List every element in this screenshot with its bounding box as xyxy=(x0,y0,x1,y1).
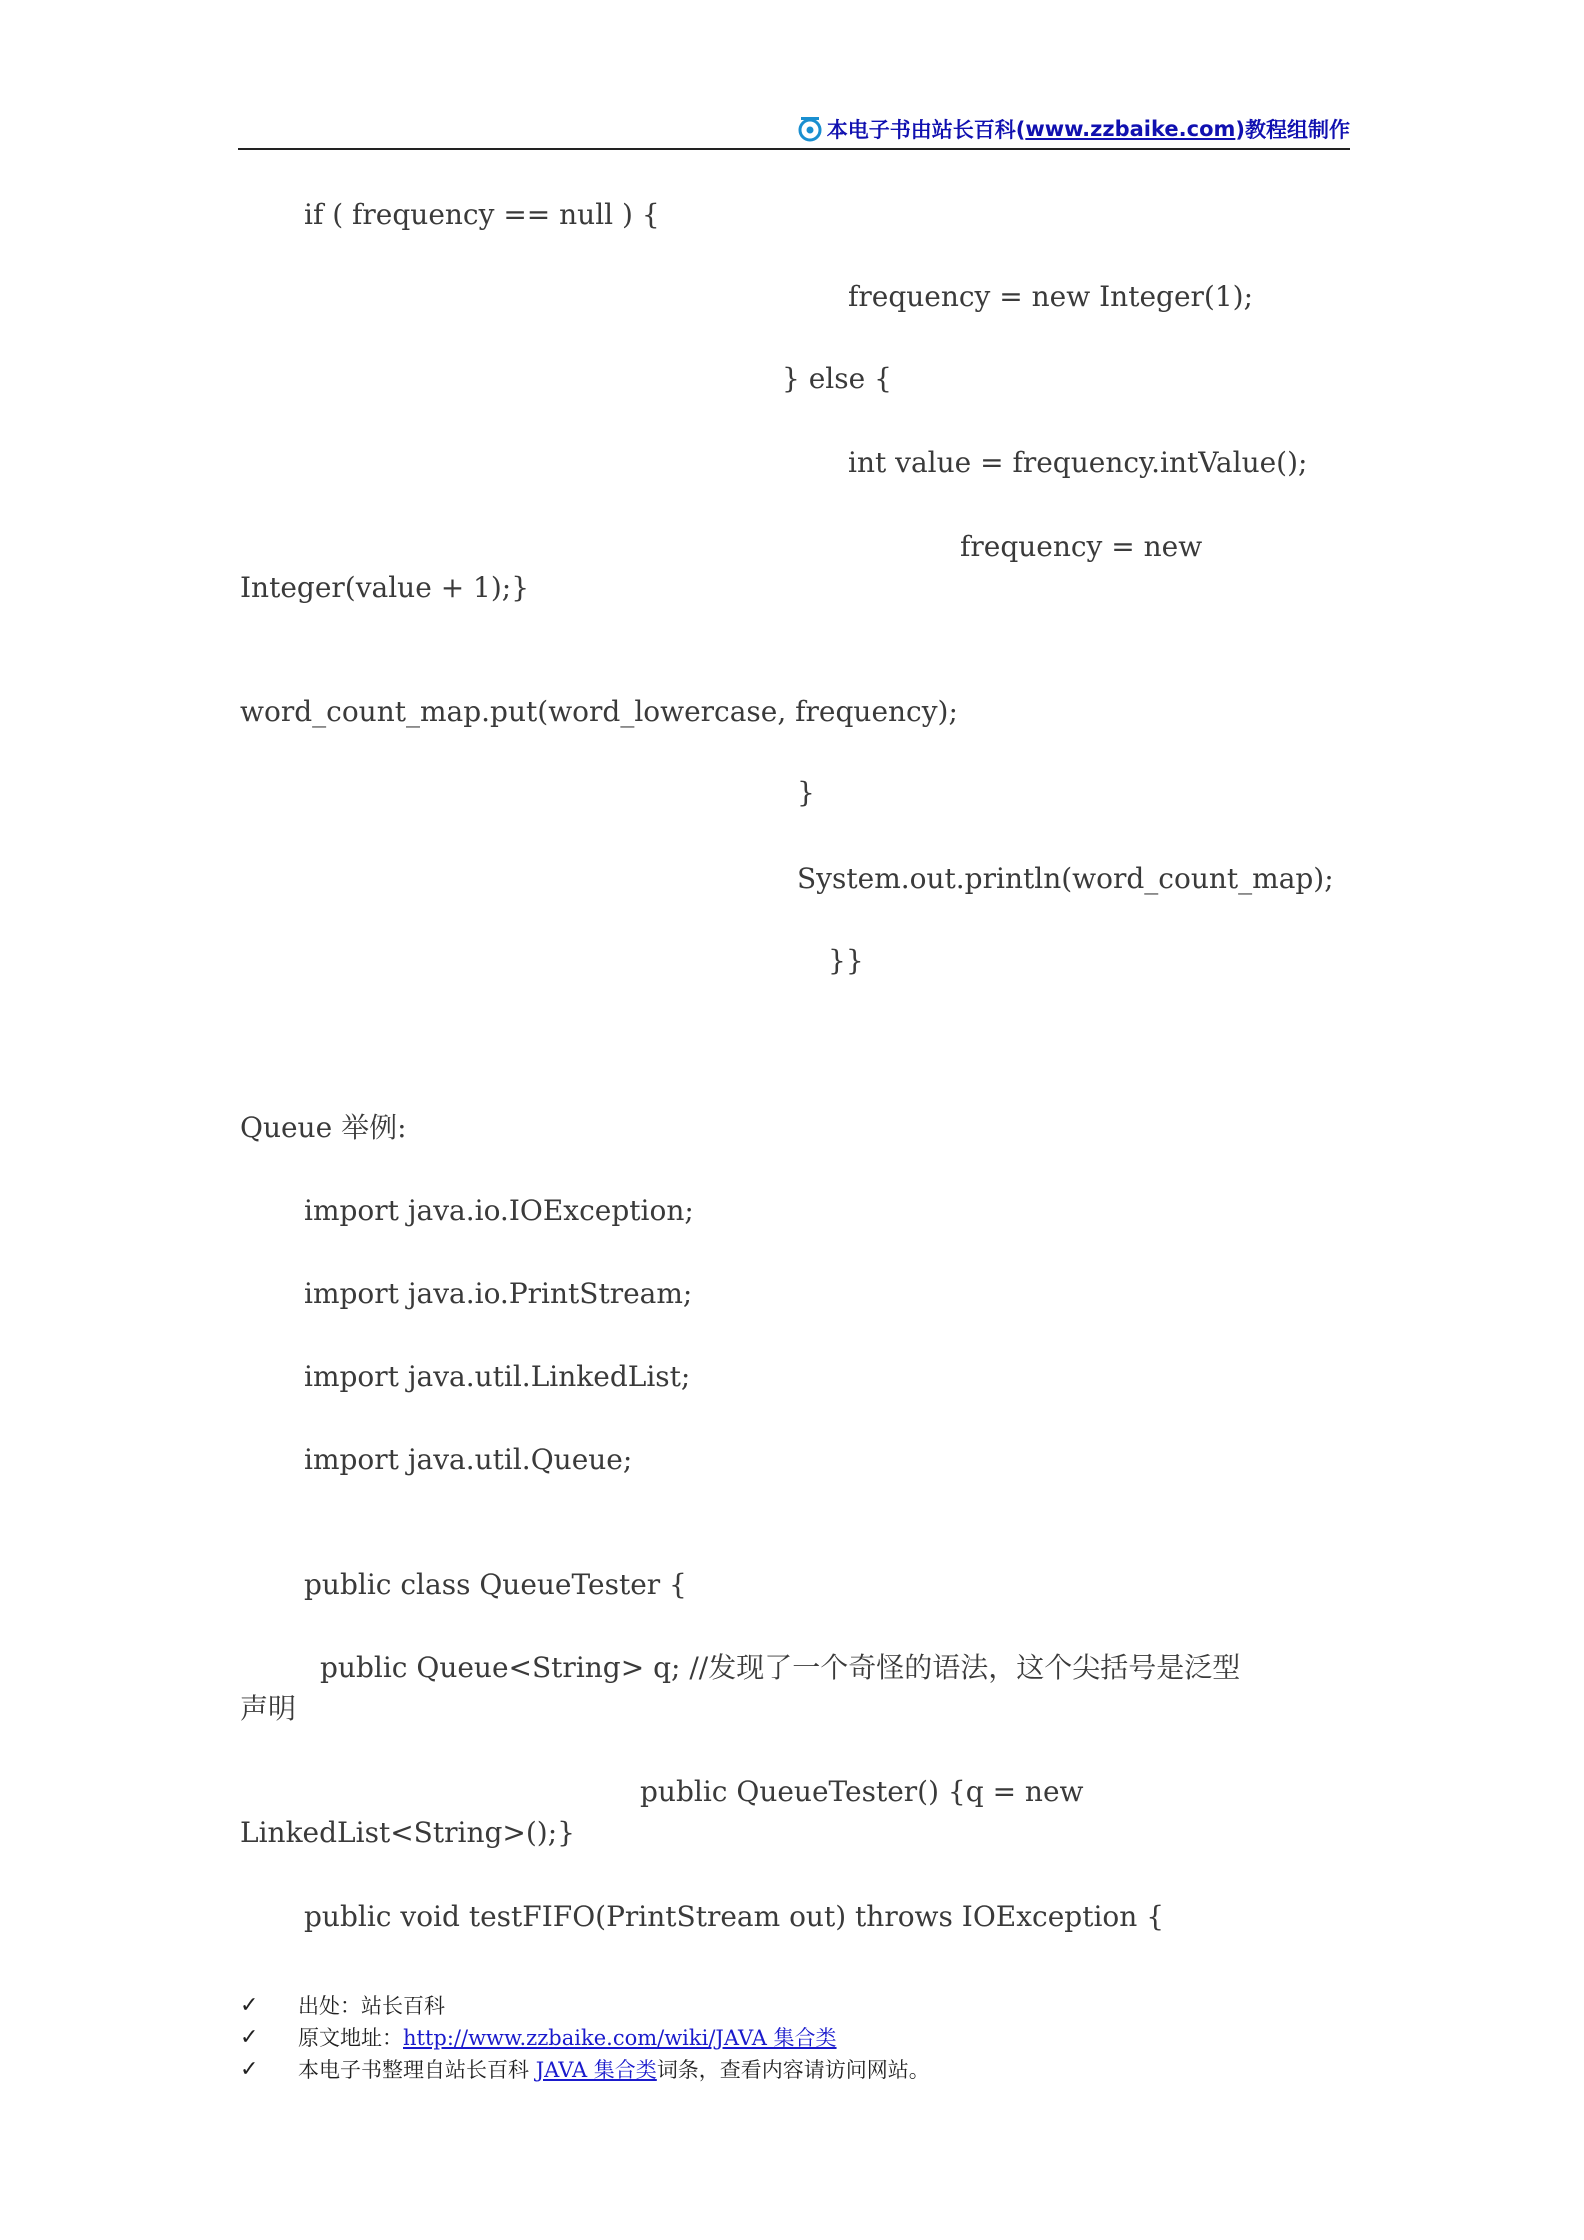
page-header xyxy=(238,108,1350,150)
code-line: int value = frequency.intValue(); xyxy=(848,446,1308,479)
code-line: import java.io.PrintStream; xyxy=(304,1277,693,1310)
footer-url-text xyxy=(298,2022,837,2054)
code-line: } xyxy=(797,776,815,809)
footer-url-label: 原文地址： xyxy=(298,2026,403,2050)
code-line: public Queue<String> q; //发现了一个奇怪的语法，这个尖括号是泛型 xyxy=(320,1651,1241,1684)
code-line: word_count_map.put(word_lowercase, frequency); xyxy=(240,695,958,728)
checkmark-icon: ✓ xyxy=(240,2025,259,2050)
code-line: Integer(value + 1);} xyxy=(240,571,530,604)
code-line: } else { xyxy=(782,362,892,395)
footer-note-text xyxy=(298,2054,930,2086)
footer-source-text: 出处：站长百科 xyxy=(298,1994,445,2018)
code-line: LinkedList<String>();} xyxy=(240,1816,575,1849)
section-heading: Queue 举例: xyxy=(240,1111,407,1144)
header-text-before: 本电子书由站长百科( xyxy=(826,118,1026,142)
code-line: public QueueTester() {q = new xyxy=(640,1775,1084,1808)
header-text-after: )教程组制作 xyxy=(1235,118,1350,142)
zzbaike-logo-icon xyxy=(797,116,823,142)
footer-note-suffix: 词条，查看内容请访问网站。 xyxy=(656,2058,930,2082)
header-banner xyxy=(797,114,1350,144)
code-line: public class QueueTester { xyxy=(304,1568,687,1601)
code-line: public void testFIFO(PrintStream out) throws IOException { xyxy=(304,1900,1165,1933)
code-line: 声明 xyxy=(240,1692,297,1725)
code-line: import java.io.IOException; xyxy=(304,1194,694,1227)
code-line: System.out.println(word_count_map); xyxy=(797,862,1334,895)
footer-note-prefix: 本电子书整理自站长百科 xyxy=(298,2058,536,2082)
checkmark-icon: ✓ xyxy=(240,2057,259,2082)
footer-url-link[interactable]: http://www.zzbaike.com/wiki/JAVA 集合类 xyxy=(403,2026,837,2050)
code-line: frequency = new Integer(1); xyxy=(848,280,1254,313)
header-site-link[interactable]: www.zzbaike.com xyxy=(1025,117,1236,141)
code-line: frequency = new xyxy=(960,530,1203,563)
code-line: import java.util.LinkedList; xyxy=(304,1360,691,1393)
code-line: import java.util.Queue; xyxy=(304,1443,633,1476)
footer-note-link[interactable]: JAVA 集合类 xyxy=(535,2058,657,2082)
code-line: if ( frequency == null ) { xyxy=(304,198,660,231)
checkmark-icon: ✓ xyxy=(240,1993,259,2018)
code-line: }} xyxy=(828,944,864,977)
